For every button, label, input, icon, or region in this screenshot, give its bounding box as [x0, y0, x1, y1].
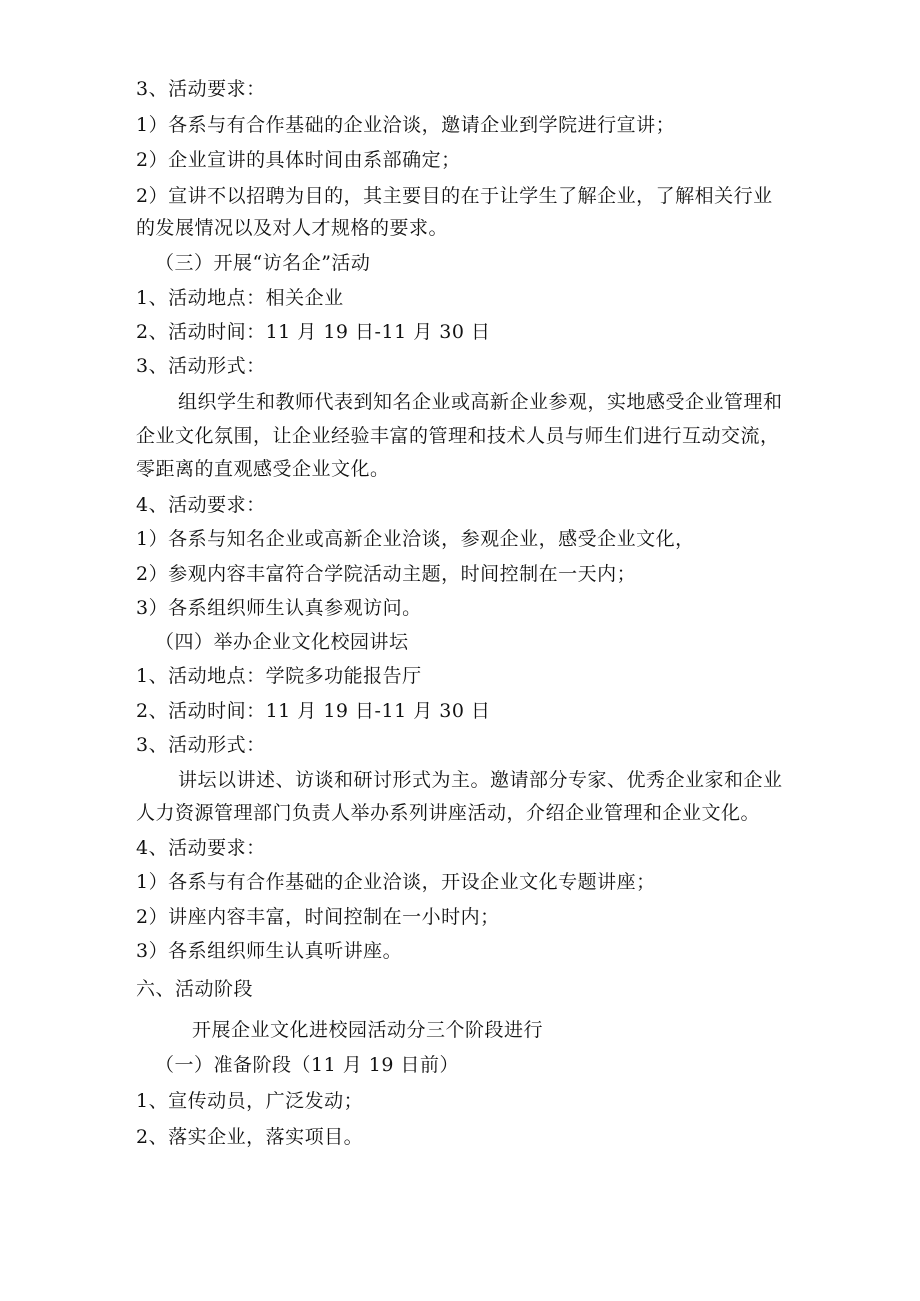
text-line: 2）参观内容丰富符合学院活动主题，时间控制在一天内；: [136, 563, 637, 585]
text-line: 3、活动要求：: [136, 78, 266, 100]
text-line: 3）各系组织师生认真听讲座。: [136, 940, 403, 962]
text-line: 2、落实企业，落实项目。: [136, 1126, 364, 1148]
text-line: 2）企业宣讲的具体时间由系部确定；: [136, 149, 461, 171]
section-heading: 六、活动阶段: [136, 978, 254, 1000]
paragraph-line: 企业文化氛围，让企业经验丰富的管理和技术人员与师生们进行互动交流，: [136, 425, 780, 447]
text-line: 2）讲座内容丰富，时间控制在一小时内；: [136, 906, 500, 928]
paragraph-line: 零距离的直观感受企业文化。: [136, 458, 390, 480]
paragraph-line: 人力资源管理部门负责人举办系列讲座活动，介绍企业管理和企业文化。: [136, 802, 761, 824]
text-line: 的发展情况以及对人才规格的要求。: [136, 217, 449, 239]
text-line: 3、活动形式：: [136, 355, 266, 377]
text-line: 3）各系组织师生认真参观访问。: [136, 597, 422, 619]
section-heading: （四）举办企业文化校园讲坛: [155, 631, 409, 653]
text-line: 1、宣传动员，广泛发动；: [136, 1090, 364, 1112]
text-line: 1）各系与知名企业或高新企业洽谈，参观企业，感受企业文化，: [136, 528, 695, 550]
text-line: 1、活动地点：学院多功能报告厅: [136, 665, 422, 687]
text-line: 3、活动形式：: [136, 734, 266, 756]
text-line: 1）各系与有合作基础的企业洽谈，邀请企业到学院进行宣讲；: [136, 114, 676, 136]
section-heading: （一）准备阶段（11 月 19 日前）: [155, 1054, 459, 1076]
text-line: 1、活动地点：相关企业: [136, 287, 344, 309]
text-line: 4、活动要求：: [136, 837, 266, 859]
text-line: 2、活动时间：11 月 19 日-11 月 30 日: [136, 700, 491, 722]
paragraph-line: 开展企业文化进校园活动分三个阶段进行: [192, 1019, 544, 1041]
text-line: 2）宣讲不以招聘为目的，其主要目的在于让学生了解企业，了解相关行业: [136, 185, 773, 207]
text-line: 1）各系与有合作基础的企业洽谈，开设企业文化专题讲座；: [136, 871, 656, 893]
text-line: 4、活动要求：: [136, 494, 266, 516]
paragraph-line: 组织学生和教师代表到知名企业或高新企业参观，实地感受企业管理和: [178, 391, 783, 413]
paragraph-line: 讲坛以讲述、访谈和研讨形式为主。邀请部分专家、优秀企业家和企业: [178, 769, 783, 791]
text-line: 2、活动时间：11 月 19 日-11 月 30 日: [136, 321, 491, 343]
section-heading: （三）开展“访名企”活动: [155, 252, 371, 274]
